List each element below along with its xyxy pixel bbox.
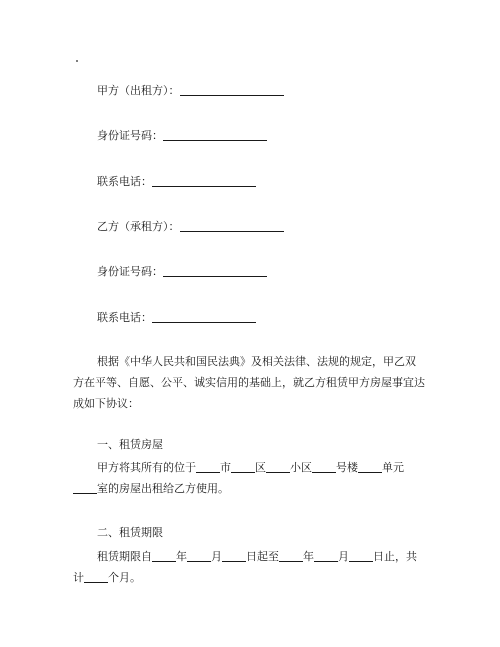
section2-text-start-month: 月 xyxy=(211,550,222,563)
lessee-id-label: 身份证号码： xyxy=(97,265,163,278)
lessor-id-blank[interactable] xyxy=(163,128,267,141)
lessor-phone-label: 联系电话： xyxy=(97,175,152,188)
community-blank[interactable] xyxy=(266,460,290,473)
building-blank[interactable] xyxy=(312,460,336,473)
stray-dot xyxy=(76,60,78,62)
section2-text-months: 个月。 xyxy=(108,571,141,584)
section2-title: 二、租赁期限 xyxy=(97,526,163,539)
section1-text-unit: 单元 xyxy=(382,461,404,474)
lessor-phone-blank[interactable] xyxy=(152,174,256,187)
city-blank[interactable] xyxy=(196,460,220,473)
lessee-id-line xyxy=(97,264,267,280)
lessor-label: 甲方（出租方）： xyxy=(97,84,180,97)
lessor-phone-line xyxy=(97,174,256,190)
lessee-name-blank[interactable] xyxy=(180,219,284,232)
lessor-id-line xyxy=(97,128,267,144)
lessee-phone-line xyxy=(97,310,256,326)
end-month-blank[interactable] xyxy=(314,549,338,562)
unit-blank[interactable] xyxy=(358,460,382,473)
section2-text-start-day: 日起至 xyxy=(246,550,279,563)
room-blank[interactable] xyxy=(73,481,97,494)
section1-title: 一、租赁房屋 xyxy=(97,438,163,451)
end-year-blank[interactable] xyxy=(279,549,303,562)
section1-text-city: 市 xyxy=(220,461,231,474)
section2-text-end-month: 月 xyxy=(338,550,349,563)
section2-line2 xyxy=(73,570,141,586)
section2-text-start-year: 年 xyxy=(176,550,187,563)
lessor-line xyxy=(97,83,284,99)
section1-text-location: 甲方将其所有的位于 xyxy=(97,461,196,474)
section2-text-from: 租赁期限自 xyxy=(97,550,152,563)
lessee-phone-blank[interactable] xyxy=(152,310,256,323)
section1-text-district: 区 xyxy=(255,461,266,474)
section1-text-community: 小区 xyxy=(290,461,312,474)
start-year-blank[interactable] xyxy=(152,549,176,562)
lessee-phone-label: 联系电话： xyxy=(97,311,152,324)
lessee-id-blank[interactable] xyxy=(163,264,267,277)
start-month-blank[interactable] xyxy=(187,549,211,562)
section1-text-building: 号楼 xyxy=(336,461,358,474)
section2-text-total: 计 xyxy=(73,571,84,584)
end-day-blank[interactable] xyxy=(349,549,373,562)
months-blank[interactable] xyxy=(84,570,108,583)
section1-line1 xyxy=(97,460,404,476)
section2-text-end-day: 日止，共 xyxy=(373,550,417,563)
lessor-id-label: 身份证号码： xyxy=(97,129,163,142)
lessor-name-blank[interactable] xyxy=(180,83,284,96)
preamble-paragraph: 根据《中华人民共和国民法典》及相关法律、法规的规定，甲乙双方在平等、自愿、公平、诚实信用的基础上，就乙方租赁甲方房屋事宜达成如下协议： xyxy=(73,355,425,410)
section2-text-end-year: 年 xyxy=(303,550,314,563)
lessee-line xyxy=(97,219,284,235)
start-day-blank[interactable] xyxy=(222,549,246,562)
section1-text-room: 室的房屋出租给乙方使用。 xyxy=(97,482,229,495)
section2-line1 xyxy=(97,549,417,565)
district-blank[interactable] xyxy=(231,460,255,473)
lessee-label: 乙方（承租方）： xyxy=(97,220,180,233)
section1-line2 xyxy=(73,481,229,497)
